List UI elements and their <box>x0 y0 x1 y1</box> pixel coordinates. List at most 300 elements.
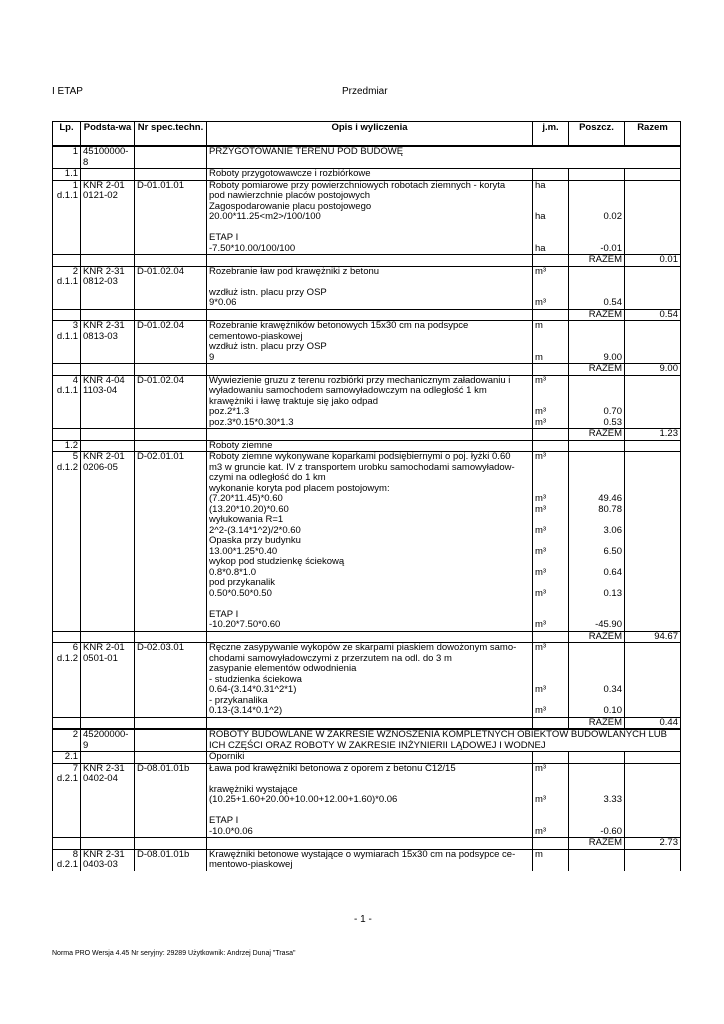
item-spec <box>135 685 207 696</box>
item-unit: m <box>533 849 569 860</box>
item-total-empty <box>625 407 681 418</box>
item-basis <box>81 547 135 558</box>
table-cell <box>533 717 569 729</box>
item-lp: 6 <box>53 643 81 654</box>
item-value <box>569 342 625 353</box>
item-basis <box>81 675 135 686</box>
item-spec <box>135 664 207 675</box>
section-spec <box>135 146 207 169</box>
item-basis <box>81 827 135 838</box>
item-total-empty <box>625 526 681 537</box>
item-lp: d.1.1 <box>53 277 81 288</box>
item-description: wykop pod studzienkę ściekową <box>207 557 533 568</box>
razem-value: 9.00 <box>625 364 681 376</box>
item-spec <box>135 386 207 397</box>
item-unit: m³ <box>533 505 569 516</box>
item-total-empty <box>625 180 681 191</box>
item-lp <box>53 353 81 364</box>
table-cell <box>569 169 625 181</box>
item-line <box>53 536 681 547</box>
item-basis <box>81 515 135 526</box>
section-title: ROBOTY BUDOWLANE W ZAKRESIE WZNOSZENIA KOMPLETNYCH OBIEKTÓW BUDOWLANYCH LUB ICH CZĘŚCI ORAZ ROBOTY W ZAKRESIE INŻYNIERII LĄDOWEJ I WODNEJ <box>207 729 681 752</box>
item-description: 2^2-(3.14*1^2)/2*0.60 <box>207 526 533 537</box>
table-cell <box>533 752 569 764</box>
item-unit <box>533 536 569 547</box>
item-basis <box>81 397 135 408</box>
item-line <box>53 353 681 364</box>
item-line <box>53 568 681 579</box>
item-total-empty <box>625 515 681 526</box>
item-lp <box>53 827 81 838</box>
item-description: krawężniki i ławę traktuje się jako odpad <box>207 397 533 408</box>
item-unit: m³ <box>533 795 569 806</box>
item-description <box>207 806 533 817</box>
item-unit: m³ <box>533 418 569 429</box>
item-unit <box>533 191 569 202</box>
item-line <box>53 578 681 589</box>
item-total-empty <box>625 599 681 610</box>
item-line <box>53 233 681 244</box>
item-total-empty <box>625 568 681 579</box>
razem-row <box>53 255 681 267</box>
table-cell <box>135 717 207 729</box>
item-line <box>53 806 681 817</box>
item-spec <box>135 202 207 213</box>
item-value <box>569 473 625 484</box>
item-lp <box>53 288 81 299</box>
item-line <box>53 407 681 418</box>
col-lp: Lp. <box>53 122 81 147</box>
item-basis: 0402-04 <box>81 774 135 785</box>
item-unit: ha <box>533 244 569 255</box>
item-line <box>53 654 681 665</box>
item-line <box>53 620 681 631</box>
item-value <box>569 643 625 654</box>
item-value <box>569 233 625 244</box>
col-razem: Razem <box>625 122 681 147</box>
item-lp <box>53 515 81 526</box>
item-unit <box>533 816 569 827</box>
item-total-empty <box>625 463 681 474</box>
item-total-empty <box>625 244 681 255</box>
item-description: Rozebranie ław pod krawężniki z betonu <box>207 266 533 277</box>
item-unit: m³ <box>533 568 569 579</box>
table-cell <box>53 838 81 850</box>
razem-label: RAZEM <box>569 429 625 441</box>
item-total-empty <box>625 578 681 589</box>
item-unit <box>533 557 569 568</box>
table-cell <box>207 838 533 850</box>
item-description: 9 <box>207 353 533 364</box>
item-lp <box>53 568 81 579</box>
item-lp: 7 <box>53 763 81 774</box>
table-cell <box>81 309 135 321</box>
item-spec <box>135 654 207 665</box>
item-description: poz.2*1.3 <box>207 407 533 418</box>
item-basis <box>81 568 135 579</box>
item-unit: m³ <box>533 763 569 774</box>
table-cell <box>53 429 81 441</box>
razem-label: RAZEM <box>569 838 625 850</box>
item-line <box>53 321 681 332</box>
item-lp: 4 <box>53 375 81 386</box>
item-value: 6.50 <box>569 547 625 558</box>
item-lp <box>53 795 81 806</box>
table-cell <box>53 631 81 643</box>
item-total-empty <box>625 375 681 386</box>
item-basis <box>81 505 135 516</box>
item-description: poz.3*0.15*0.30*1.3 <box>207 418 533 429</box>
item-description: cementowo-piaskowej <box>207 332 533 343</box>
item-basis <box>81 223 135 234</box>
razem-label: RAZEM <box>569 255 625 267</box>
item-line <box>53 557 681 568</box>
item-lp <box>53 578 81 589</box>
section-spec <box>135 729 207 752</box>
item-lp <box>53 223 81 234</box>
table-cell <box>533 169 569 181</box>
item-line <box>53 763 681 774</box>
item-spec <box>135 557 207 568</box>
item-description: -10.20*7.50*0.60 <box>207 620 533 631</box>
item-value <box>569 557 625 568</box>
item-line <box>53 547 681 558</box>
item-lp <box>53 547 81 558</box>
item-unit <box>533 277 569 288</box>
razem-value: 1.23 <box>625 429 681 441</box>
item-value: 0.70 <box>569 407 625 418</box>
item-spec <box>135 288 207 299</box>
header-left: I ETAP <box>52 86 83 97</box>
item-spec <box>135 407 207 418</box>
item-basis <box>81 557 135 568</box>
table-cell <box>625 440 681 452</box>
item-description: wykonanie koryta pod placem postojowym: <box>207 484 533 495</box>
razem-value: 94.67 <box>625 631 681 643</box>
item-lp: d.1.2 <box>53 654 81 665</box>
table-cell <box>135 255 207 267</box>
item-line <box>53 298 681 309</box>
item-lp: d.1.2 <box>53 463 81 474</box>
item-line <box>53 599 681 610</box>
item-basis <box>81 620 135 631</box>
item-basis: 0813-03 <box>81 332 135 343</box>
item-total-empty <box>625 505 681 516</box>
item-spec <box>135 620 207 631</box>
item-value <box>569 463 625 474</box>
item-unit: m³ <box>533 266 569 277</box>
item-unit: ha <box>533 180 569 191</box>
section-row <box>53 729 681 752</box>
item-lp: 3 <box>53 321 81 332</box>
item-spec <box>135 494 207 505</box>
table-cell <box>207 309 533 321</box>
table-cell <box>81 631 135 643</box>
section-lp: 2 <box>53 729 81 752</box>
item-total-empty <box>625 484 681 495</box>
item-spec <box>135 473 207 484</box>
section-title: Roboty ziemne <box>207 440 533 452</box>
section-spec <box>135 752 207 764</box>
table-cell <box>533 440 569 452</box>
item-total-empty <box>625 191 681 202</box>
item-unit: m³ <box>533 494 569 505</box>
item-total-empty <box>625 332 681 343</box>
item-unit: m <box>533 353 569 364</box>
item-value <box>569 654 625 665</box>
item-basis <box>81 407 135 418</box>
item-line <box>53 212 681 223</box>
item-total-empty <box>625 397 681 408</box>
item-lp <box>53 785 81 796</box>
item-total-empty <box>625 795 681 806</box>
item-total-empty <box>625 212 681 223</box>
item-basis: 1103-04 <box>81 386 135 397</box>
item-total-empty <box>625 298 681 309</box>
item-unit: m <box>533 321 569 332</box>
item-description: mentowo-piaskowej <box>207 860 533 871</box>
item-total-empty <box>625 223 681 234</box>
section-title: Oporniki <box>207 752 533 764</box>
section-row <box>53 440 681 452</box>
col-jm: j.m. <box>533 122 569 147</box>
section-row <box>53 752 681 764</box>
item-basis <box>81 484 135 495</box>
item-total-empty <box>625 547 681 558</box>
item-line <box>53 816 681 827</box>
item-unit <box>533 806 569 817</box>
item-line <box>53 266 681 277</box>
item-lp <box>53 298 81 309</box>
razem-row <box>53 717 681 729</box>
section-code <box>81 169 135 181</box>
section-code <box>81 440 135 452</box>
item-unit <box>533 774 569 785</box>
item-line <box>53 610 681 621</box>
item-description: Zagospodarowanie placu postojowego <box>207 202 533 213</box>
table-cell <box>533 309 569 321</box>
item-spec <box>135 696 207 707</box>
item-description: 0.50*0.50*0.50 <box>207 589 533 600</box>
item-value: 0.10 <box>569 706 625 717</box>
item-description: (10.25+1.60+20.00+10.00+12.00+1.60)*0.06 <box>207 795 533 806</box>
item-line <box>53 675 681 686</box>
item-line <box>53 774 681 785</box>
item-spec <box>135 785 207 796</box>
table-cell <box>53 255 81 267</box>
table-cell <box>53 364 81 376</box>
item-basis <box>81 494 135 505</box>
item-total-empty <box>625 557 681 568</box>
razem-value: 0.01 <box>625 255 681 267</box>
razem-value: 0.44 <box>625 717 681 729</box>
item-value: -45.90 <box>569 620 625 631</box>
item-basis <box>81 706 135 717</box>
item-basis <box>81 288 135 299</box>
item-line <box>53 202 681 213</box>
item-value <box>569 816 625 827</box>
item-description: ETAP I <box>207 610 533 621</box>
item-description <box>207 223 533 234</box>
item-total-empty <box>625 342 681 353</box>
item-unit: m³ <box>533 407 569 418</box>
table-cell <box>569 440 625 452</box>
item-spec <box>135 599 207 610</box>
item-lp <box>53 599 81 610</box>
section-code: 45200000-9 <box>81 729 135 752</box>
item-line <box>53 418 681 429</box>
table-cell <box>81 717 135 729</box>
item-line <box>53 827 681 838</box>
item-value: -0.01 <box>569 244 625 255</box>
item-basis <box>81 233 135 244</box>
item-spec: D-01.01.01 <box>135 180 207 191</box>
razem-row <box>53 429 681 441</box>
item-total-empty <box>625 806 681 817</box>
item-unit: m³ <box>533 643 569 654</box>
item-spec <box>135 816 207 827</box>
item-basis <box>81 202 135 213</box>
item-basis <box>81 599 135 610</box>
item-line <box>53 589 681 600</box>
item-spec: D-01.02.04 <box>135 375 207 386</box>
razem-value: 2.73 <box>625 838 681 850</box>
item-line <box>53 473 681 484</box>
item-unit <box>533 664 569 675</box>
item-description: ETAP I <box>207 816 533 827</box>
item-total-empty <box>625 763 681 774</box>
item-line <box>53 849 681 860</box>
item-spec <box>135 675 207 686</box>
item-value <box>569 599 625 610</box>
item-spec: D-08.01.01b <box>135 763 207 774</box>
item-unit <box>533 223 569 234</box>
item-lp <box>53 484 81 495</box>
item-basis: 0501-01 <box>81 654 135 665</box>
item-line <box>53 494 681 505</box>
section-code <box>81 752 135 764</box>
item-value <box>569 180 625 191</box>
item-basis <box>81 353 135 364</box>
razem-row <box>53 309 681 321</box>
item-line <box>53 685 681 696</box>
header-title: Przedmiar <box>342 86 388 97</box>
item-spec: D-01.02.04 <box>135 266 207 277</box>
section-title: Roboty przygotowawcze i rozbiórkowe <box>207 169 533 181</box>
item-basis <box>81 785 135 796</box>
item-total-empty <box>625 685 681 696</box>
item-basis: KNR 2-01 <box>81 643 135 654</box>
item-basis <box>81 418 135 429</box>
item-spec <box>135 795 207 806</box>
item-unit <box>533 342 569 353</box>
item-basis <box>81 536 135 547</box>
item-basis: 0403-03 <box>81 860 135 871</box>
item-spec: D-08.01.01b <box>135 849 207 860</box>
table-cell <box>81 838 135 850</box>
item-total-empty <box>625 610 681 621</box>
item-total-empty <box>625 643 681 654</box>
item-value: 0.53 <box>569 418 625 429</box>
item-lp <box>53 418 81 429</box>
item-spec <box>135 515 207 526</box>
item-lp <box>53 494 81 505</box>
section-lp: 1.1 <box>53 169 81 181</box>
item-value <box>569 332 625 343</box>
item-value: 0.02 <box>569 212 625 223</box>
item-total-empty <box>625 654 681 665</box>
item-spec <box>135 463 207 474</box>
table-cell <box>533 838 569 850</box>
item-value: 49.46 <box>569 494 625 505</box>
item-description: 0.13-(3.14*0.1^2) <box>207 706 533 717</box>
item-lp: 5 <box>53 452 81 463</box>
item-total-empty <box>625 620 681 631</box>
table-cell <box>625 752 681 764</box>
item-description: (13.20*10.20)*0.60 <box>207 505 533 516</box>
item-basis <box>81 212 135 223</box>
item-spec <box>135 332 207 343</box>
item-basis: KNR 2-01 <box>81 452 135 463</box>
item-description: wyłukowania R=1 <box>207 515 533 526</box>
item-line <box>53 795 681 806</box>
item-description: -10.0*0.06 <box>207 827 533 838</box>
item-total-empty <box>625 785 681 796</box>
item-lp <box>53 397 81 408</box>
item-description: wyładowaniu samochodem samowyładowczym na odległość 1 km <box>207 386 533 397</box>
item-description: 0.64-(3.14*0.31^2*1) <box>207 685 533 696</box>
table-cell <box>135 838 207 850</box>
item-line <box>53 386 681 397</box>
item-description: Roboty ziemne wykonywane koparkami podsiębiernymi o poj. łyżki 0.60 <box>207 452 533 463</box>
item-basis: KNR 4-04 <box>81 375 135 386</box>
item-lp <box>53 473 81 484</box>
item-value: -0.60 <box>569 827 625 838</box>
item-spec <box>135 277 207 288</box>
item-description: 0.8*0.8*1.0 <box>207 568 533 579</box>
item-basis <box>81 816 135 827</box>
table-cell <box>81 429 135 441</box>
item-value <box>569 860 625 871</box>
item-value <box>569 515 625 526</box>
item-description: Wywiezienie gruzu z terenu rozbiórki przy mechanicznym załadowaniu i <box>207 375 533 386</box>
section-spec <box>135 169 207 181</box>
item-basis: 0812-03 <box>81 277 135 288</box>
table-cell <box>569 752 625 764</box>
item-value: 3.06 <box>569 526 625 537</box>
item-spec <box>135 578 207 589</box>
item-spec <box>135 342 207 353</box>
item-lp: 2 <box>53 266 81 277</box>
item-description <box>207 599 533 610</box>
item-unit: ha <box>533 212 569 223</box>
item-lp <box>53 696 81 707</box>
item-line <box>53 452 681 463</box>
item-lp <box>53 816 81 827</box>
item-basis <box>81 795 135 806</box>
item-spec <box>135 706 207 717</box>
col-podstawa: Podsta-wa <box>81 122 135 147</box>
item-line <box>53 277 681 288</box>
item-unit: m³ <box>533 375 569 386</box>
item-spec <box>135 418 207 429</box>
table-cell <box>207 631 533 643</box>
item-lp <box>53 557 81 568</box>
item-value <box>569 321 625 332</box>
item-unit <box>533 473 569 484</box>
item-line <box>53 526 681 537</box>
item-line <box>53 643 681 654</box>
